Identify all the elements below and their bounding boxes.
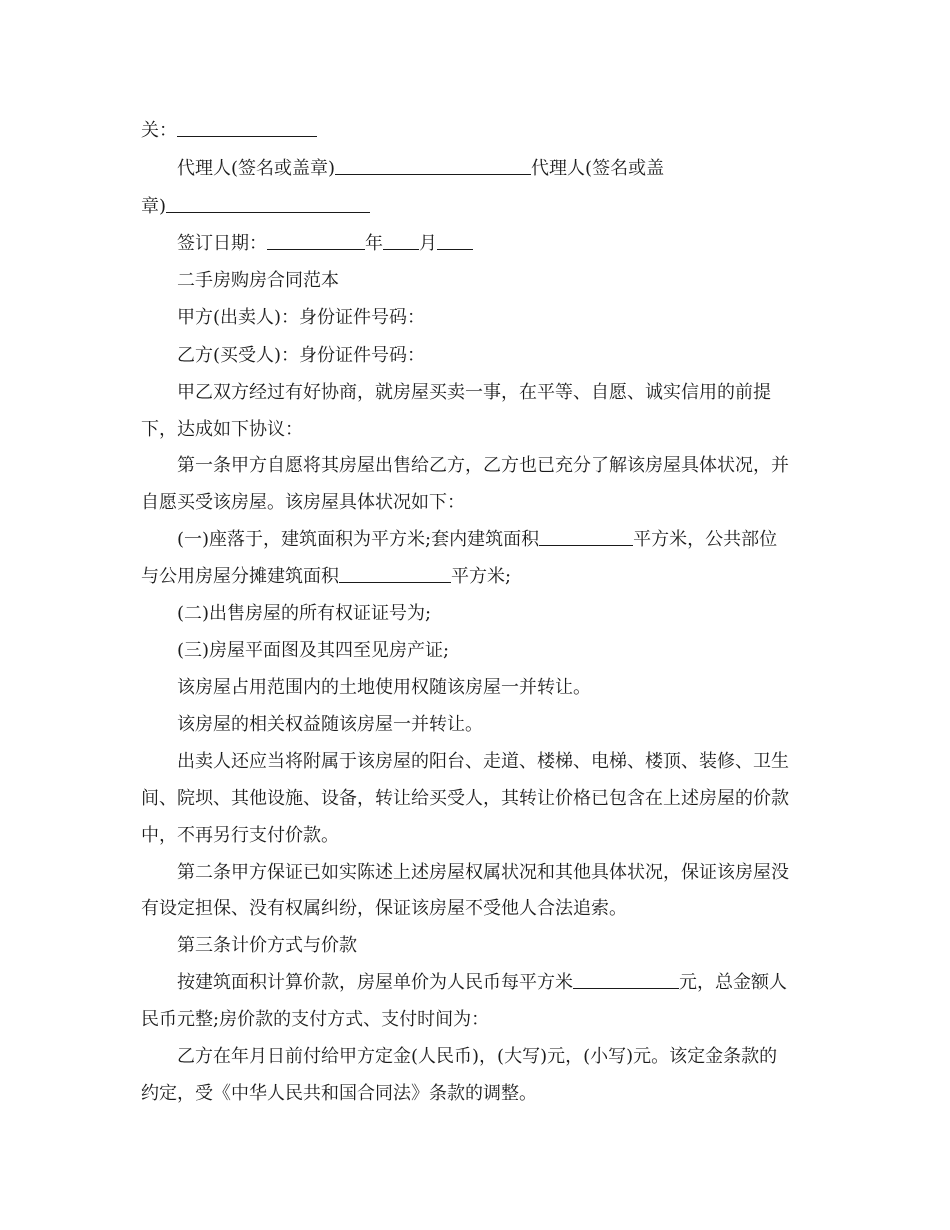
text-line	[141, 233, 857, 255]
text-line	[141, 196, 821, 218]
agent-signature-label: 代理人(签名或盖	[531, 158, 665, 179]
paragraph-line: 出卖人还应当将附属于该房屋的阳台、走道、楼梯、电梯、楼顶、装修、卫生	[177, 751, 789, 772]
paragraph-line: 乙方在年月日前付给甲方定金(人民币)，(大写)元，(小写)元。该定金条款的	[177, 1046, 778, 1067]
fill-in-blank	[539, 529, 633, 546]
agent-signature-label: 代理人(签名或盖章)	[177, 158, 336, 179]
year-label: 年	[365, 233, 383, 254]
day-blank	[437, 233, 473, 250]
paragraph-line: 中，不再另行支付价款。	[141, 825, 339, 846]
paragraph-line: 间、院坝、其他设施、设备，转让给买受人，其转让价格已包含在上述房屋的价款	[141, 788, 789, 809]
party-a-line: 甲方(出卖人)：身份证件号码：	[177, 307, 426, 328]
paragraph-line: 该房屋的相关权益随该房屋一并转让。	[177, 714, 483, 735]
paragraph-line: 第二条甲方保证已如实陈述上述房屋权属状况和其他具体状况，保证该房屋没	[177, 862, 789, 883]
month-label: 月	[419, 233, 437, 254]
text-label: 关：	[141, 120, 177, 141]
paragraph-line: 有设定担保、没有权属纠纷，保证该房屋不受他人合法追索。	[141, 898, 627, 919]
document-title: 二手房购房合同范本	[177, 270, 339, 291]
section-heading: 第三条计价方式与价款	[177, 935, 357, 956]
paragraph-line: 民币元整;房价款的支付方式、支付时间为：	[141, 1009, 490, 1030]
agent-signature-blank	[166, 196, 370, 213]
paragraph-line	[141, 566, 821, 588]
text-line	[141, 158, 857, 180]
paragraph-line: (二)出售房屋的所有权证证号为;	[177, 603, 432, 624]
paragraph-line: 约定，受《中华人民共和国合同法》条款的调整。	[141, 1083, 537, 1104]
fill-in-blank	[573, 972, 679, 989]
year-blank	[267, 233, 365, 250]
signing-date-label: 签订日期：	[177, 233, 267, 254]
party-b-line: 乙方(买受人)：身份证件号码：	[177, 345, 426, 366]
text-segment: 平方米;	[451, 566, 512, 587]
paragraph-line: 该房屋占用范围内的土地使用权随该房屋一并转让。	[177, 677, 591, 698]
fill-in-blank	[339, 566, 451, 583]
text-segment: 元，总金额人	[679, 972, 787, 993]
paragraph-line: (三)房屋平面图及其四至见房产证;	[177, 640, 450, 661]
text-segment: (一)座落于，建筑面积为平方米;套内建筑面积	[177, 529, 540, 550]
paragraph-line: 下，达成如下协议：	[141, 419, 303, 440]
text-label: 章)	[141, 196, 167, 217]
paragraph-line: 甲乙双方经过有好协商，就房屋买卖一事，在平等、自愿、诚实信用的前提	[177, 382, 771, 403]
text-segment: 与公用房屋分摊建筑面积	[141, 566, 339, 587]
paragraph-line: 自愿买受该房屋。该房屋具体状况如下：	[141, 492, 465, 513]
paragraph-line	[141, 529, 857, 551]
paragraph-line: 第一条甲方自愿将其房屋出售给乙方，乙方也已充分了解该房屋具体状况，并	[177, 455, 789, 476]
fill-in-blank	[177, 120, 317, 137]
text-line	[141, 120, 821, 142]
text-segment: 平方米，公共部位	[633, 529, 778, 550]
paragraph-line	[141, 972, 857, 994]
month-blank	[383, 233, 419, 250]
text-segment: 按建筑面积计算价款，房屋单价为人民币每平方米	[177, 972, 573, 993]
agent-signature-blank	[335, 158, 531, 175]
